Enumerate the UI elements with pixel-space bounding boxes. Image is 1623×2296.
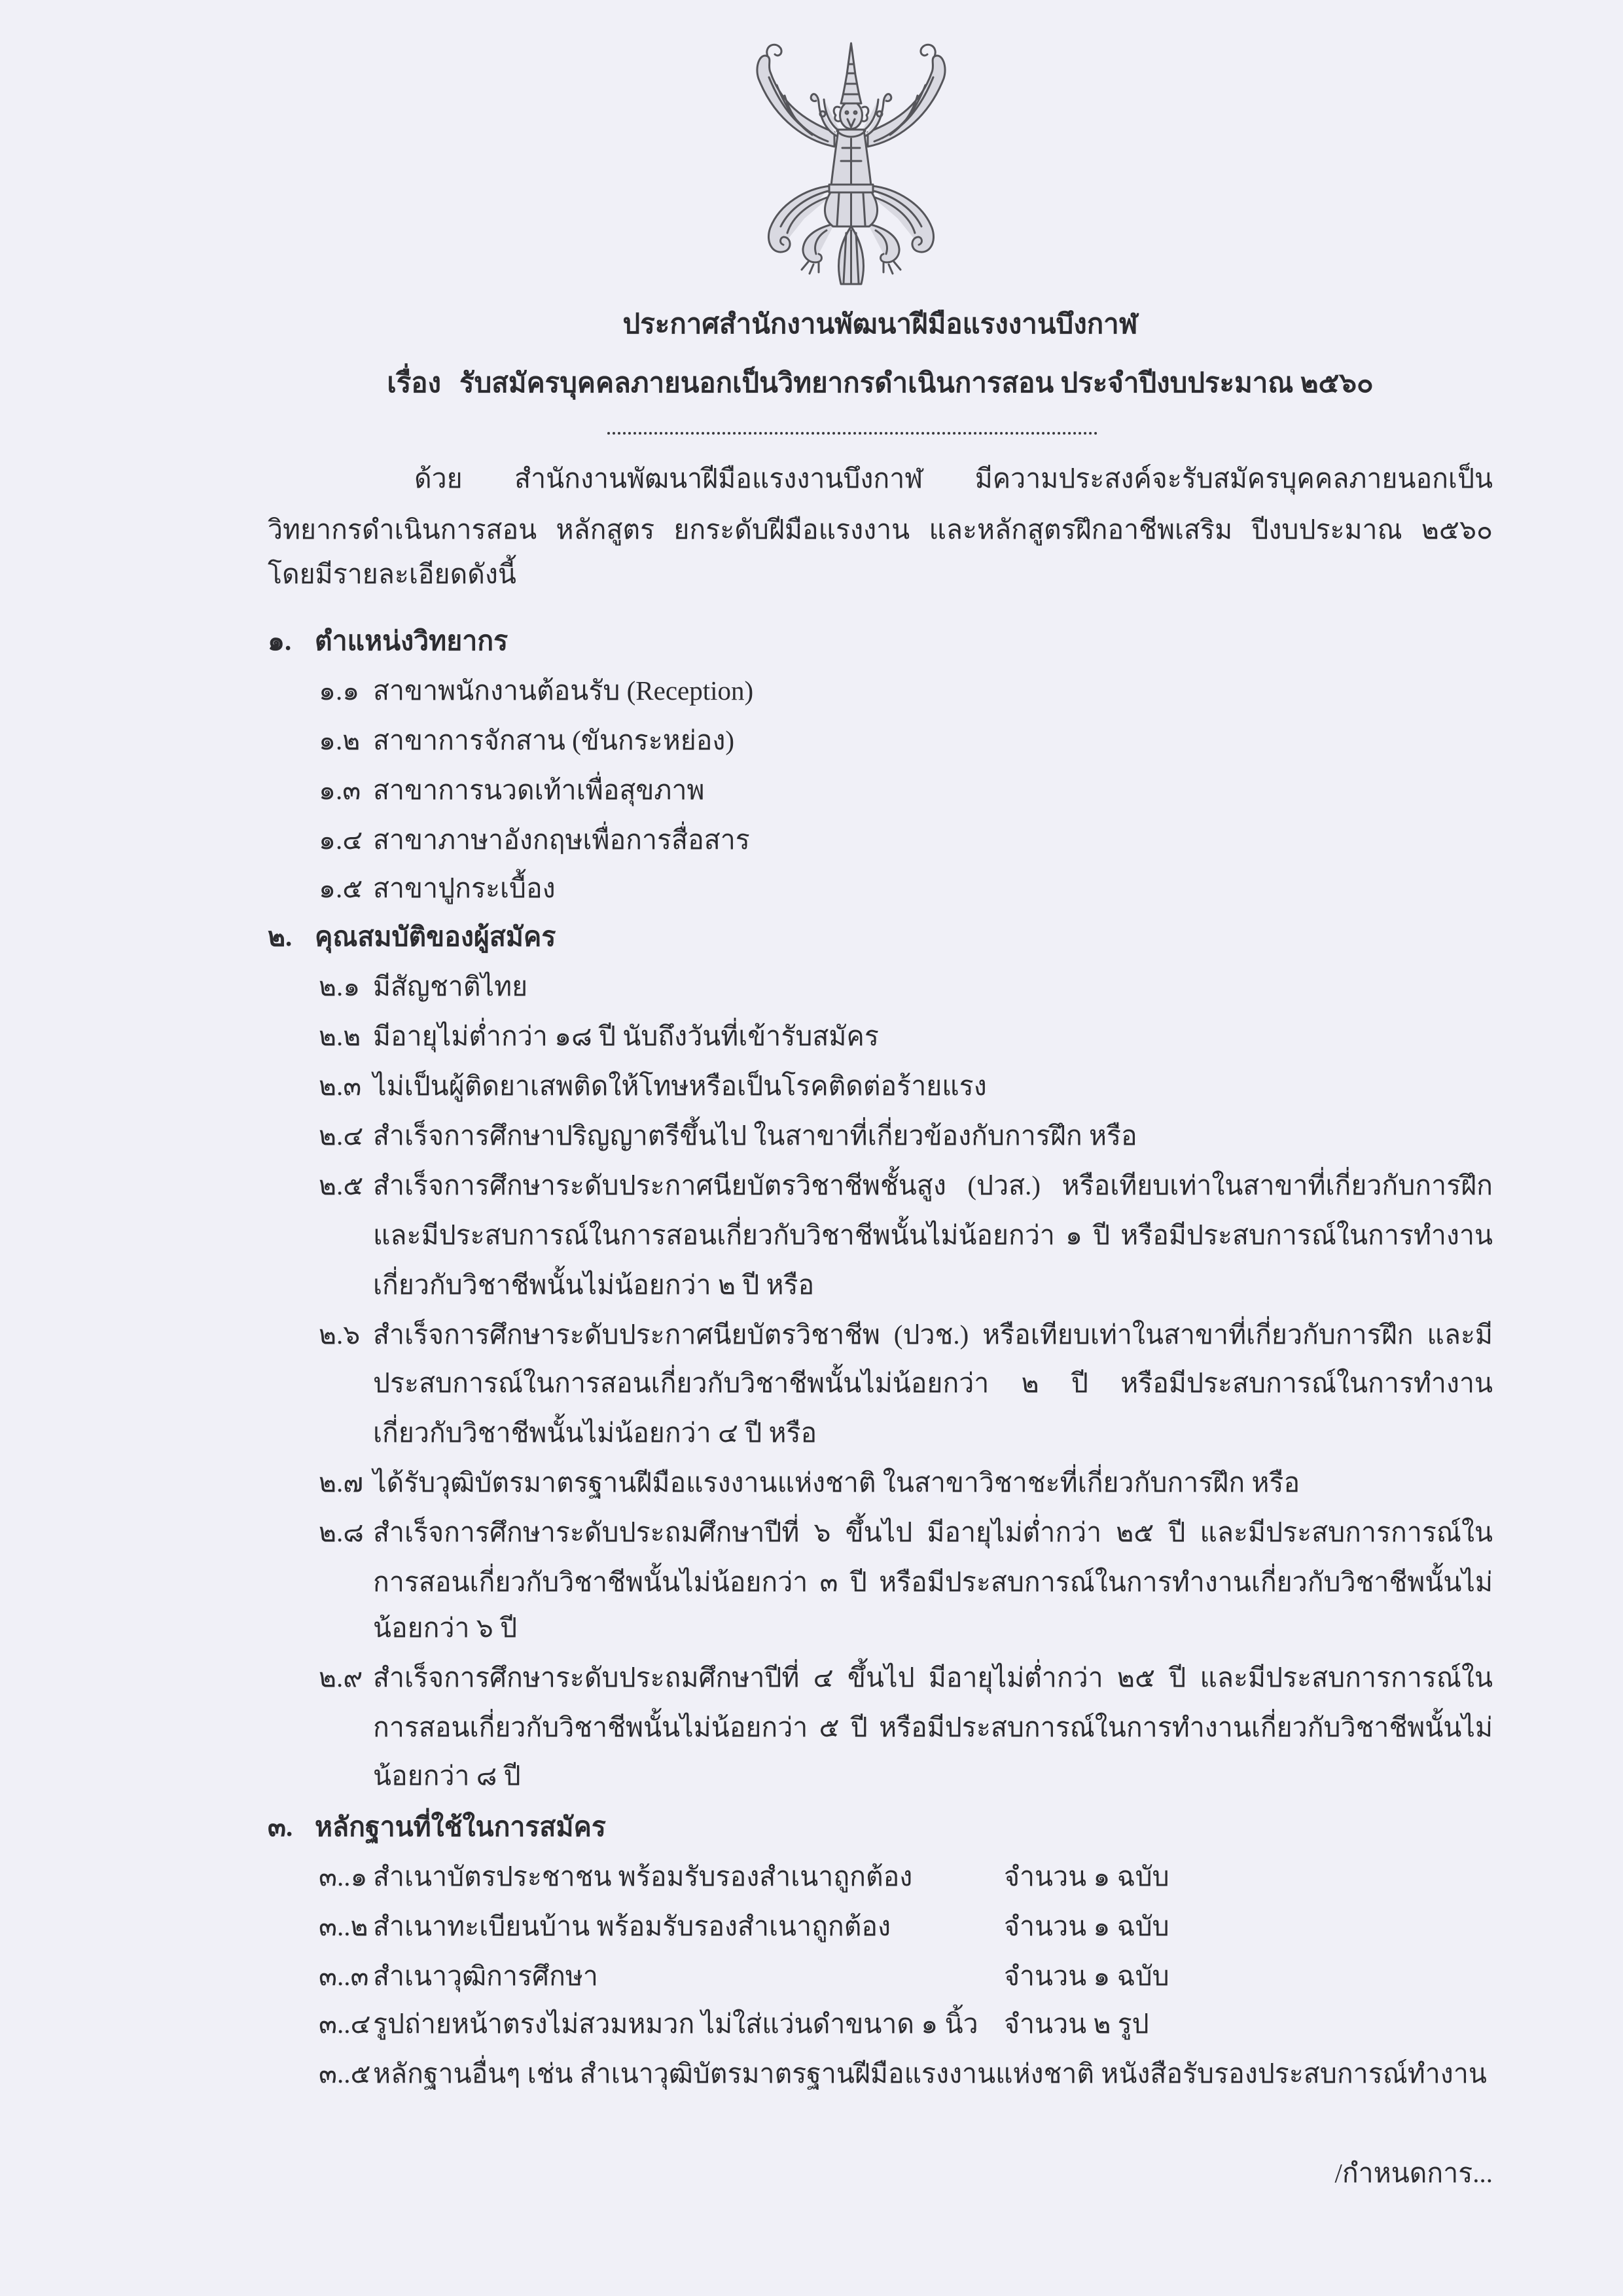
qualification-2-4-number: ๒.๔ bbox=[319, 1121, 364, 1151]
qualification-2-7-text: ได้รับวุฒิบัตรมาตรฐานฝีมือแรงงานแห่งชาติ ในสาขาวิชาชะที่เกี่ยวกับการฝึก หรือ bbox=[373, 1467, 1300, 1498]
qualification-2-9-line-1: สำเร็จการศึกษาระดับประถมศึกษาปีที่ ๔ ขึ้นไป มีอายุไม่ต่ำกว่า ๒๕ ปี และมีประสบการการณ์ใน bbox=[373, 1662, 1493, 1693]
evidence-3-5-text: หลักฐานอื่นๆ เช่น สำเนาวุฒิบัตรมาตรฐานฝีมือแรงงานแห่งชาติ หนังสือรับรองประสบการณ์ทำงาน bbox=[373, 2058, 1487, 2089]
subject-label: เรื่อง bbox=[387, 368, 442, 399]
qualification-2-8-line-1: สำเร็จการศึกษาระดับประถมศึกษาปีที่ ๖ ขึ้นไป มีอายุไม่ต่ำกว่า ๒๕ ปี และมีประสบการการณ์ใน bbox=[373, 1517, 1493, 1547]
qualification-2-5-line-3: เกี่ยวกับวิชาชีพนั้นไม่น้อยกว่า ๒ ปี หรือ bbox=[373, 1270, 815, 1300]
qualification-2-3-text: ไม่เป็นผู้ติดยาเสพติดให้โทษหรือเป็นโรคติดต่อร้ายแรง bbox=[373, 1071, 987, 1101]
page-continuation-note: /กำหนดการ... bbox=[1334, 2158, 1493, 2188]
qualification-2-6-line-2: ประสบการณ์ในการสอนเกี่ยวกับวิชาชีพนั้นไม่น้อยกว่า ๒ ปี หรือมีประสบการณ์ในการทำงาน bbox=[373, 1368, 1493, 1398]
qualification-2-6-number: ๒.๖ bbox=[319, 1319, 361, 1350]
qualification-2-6-line-3: เกี่ยวกับวิชาชีพนั้นไม่น้อยกว่า ๔ ปี หรือ bbox=[373, 1418, 817, 1448]
intro-line-3: โดยมีรายละเอียดดังนี้ bbox=[268, 559, 516, 589]
section-2-heading: คุณสมบัติของผู้สมัคร bbox=[315, 922, 556, 952]
qualification-2-5-line-1: สำเร็จการศึกษาระดับประกาศนียบัตรวิชาชีพชั้นสูง (ปวส.) หรือเทียบเท่าในสาขาที่เกี่ยวกับการฝึก bbox=[373, 1170, 1493, 1200]
emblem-center-figure bbox=[825, 43, 877, 284]
qualification-2-9-line-3: น้อยกว่า ๘ ปี bbox=[373, 1761, 521, 1791]
evidence-3-4-number: ๓..๔ bbox=[319, 2009, 371, 2039]
title-separator bbox=[607, 432, 1097, 435]
qualification-2-2-number: ๒.๒ bbox=[319, 1021, 361, 1051]
evidence-3-4-text: รูปถ่ายหน้าตรงไม่สวมหมวก ไม่ใส่แว่นดำขนาด ๑ นิ้ว bbox=[373, 2009, 978, 2039]
qualification-2-6-line-1: สำเร็จการศึกษาระดับประกาศนียบัตรวิชาชีพ (ปวช.) หรือเทียบเท่าในสาขาที่เกี่ยวกับการฝึก และมี bbox=[373, 1319, 1493, 1350]
emblem-right-half bbox=[861, 45, 945, 274]
evidence-3-2-quantity: จำนวน ๑ ฉบับ bbox=[1004, 1911, 1169, 1941]
document-subject-line bbox=[268, 359, 1493, 408]
garuda-emblem bbox=[724, 37, 978, 290]
qualification-2-7-number: ๒.๗ bbox=[319, 1467, 364, 1498]
evidence-3-2-number: ๓..๒ bbox=[319, 1911, 368, 1941]
qualification-2-1-text: มีสัญชาติไทย bbox=[373, 971, 528, 1001]
position-1-4-text: สาขาภาษาอังกฤษเพื่อการสื่อสาร bbox=[373, 825, 750, 855]
evidence-3-3-number: ๓..๓ bbox=[319, 1961, 369, 1991]
position-1-4-number: ๑.๔ bbox=[319, 825, 363, 855]
evidence-3-1-text: สำเนาบัตรประชาชน พร้อมรับรองสำเนาถูกต้อง bbox=[373, 1861, 913, 1892]
emblem-left-half bbox=[757, 45, 841, 274]
evidence-3-4-quantity: จำนวน ๒ รูป bbox=[1004, 2009, 1149, 2039]
position-1-2-text: สาขาการจักสาน (ขันกระหย่อง) bbox=[373, 725, 735, 755]
evidence-3-1-quantity: จำนวน ๑ ฉบับ bbox=[1004, 1861, 1169, 1892]
section-3-number: ๓. bbox=[268, 1812, 293, 1842]
section-3-heading: หลักฐานที่ใช้ในการสมัคร bbox=[315, 1812, 606, 1842]
qualification-2-8-line-3: น้อยกว่า ๖ ปี bbox=[373, 1613, 518, 1643]
evidence-3-2-text: สำเนาทะเบียนบ้าน พร้อมรับรองสำเนาถูกต้อง bbox=[373, 1911, 891, 1941]
position-1-5-number: ๑.๕ bbox=[319, 873, 363, 903]
section-1-number: ๑. bbox=[268, 626, 292, 656]
qualification-2-5-line-2: และมีประสบการณ์ในการสอนเกี่ยวกับวิชาชีพนั้นไม่น้อยกว่า ๑ ปี หรือมีประสบการณ์ในการทำงาน bbox=[373, 1220, 1493, 1250]
evidence-3-3-text: สำเนาวุฒิการศึกษา bbox=[373, 1961, 598, 1991]
evidence-3-1-number: ๓..๑ bbox=[319, 1861, 368, 1892]
evidence-3-5-number: ๓..๕ bbox=[319, 2058, 371, 2089]
qualification-2-9-number: ๒.๙ bbox=[319, 1662, 363, 1693]
position-1-3-text: สาขาการนวดเท้าเพื่อสุขภาพ bbox=[373, 775, 705, 805]
position-1-5-text: สาขาปูกระเบื้อง bbox=[373, 873, 556, 903]
intro-line-2: วิทยากรดำเนินการสอน หลักสูตร ยกระดับฝีมือแรงงาน และหลักสูตรฝึกอาชีพเสริม ปีงบประมาณ ๒๕๖๐ bbox=[268, 514, 1493, 545]
document-title: ประกาศสำนักงานพัฒนาฝีมือแรงงานบึงกาฬ bbox=[622, 310, 1138, 340]
section-1-heading: ตำแหน่งวิทยากร bbox=[315, 626, 508, 656]
evidence-3-3-quantity: จำนวน ๑ ฉบับ bbox=[1004, 1961, 1169, 1991]
position-1-2-number: ๑.๒ bbox=[319, 725, 361, 755]
qualification-2-1-number: ๒.๑ bbox=[319, 971, 361, 1001]
intro-line-1: ด้วย สำนักงานพัฒนาฝีมือแรงงานบึงกาฬ มีความประสงค์จะรับสมัครบุคคลภายนอกเป็น bbox=[414, 463, 1493, 493]
qualification-2-8-number: ๒.๘ bbox=[319, 1517, 364, 1547]
qualification-2-2-text: มีอายุไม่ต่ำกว่า ๑๘ ปี นับถึงวันที่เข้ารับสมัคร bbox=[373, 1021, 879, 1051]
position-1-3-number: ๑.๓ bbox=[319, 775, 361, 805]
document-subject: รับสมัครบุคคลภายนอกเป็นวิทยากรดำเนินการสอน ประจำปีงบประมาณ ๒๕๖๐ bbox=[459, 368, 1374, 399]
position-1-1-text: สาขาพนักงานต้อนรับ (Reception) bbox=[373, 675, 754, 706]
qualification-2-4-text: สำเร็จการศึกษาปริญญาตรีขึ้นไป ในสาขาที่เกี่ยวข้องกับการฝึก หรือ bbox=[373, 1121, 1137, 1151]
qualification-2-9-line-2: การสอนเกี่ยวกับวิชาชีพนั้นไม่น้อยกว่า ๕ ปี หรือมีประสบการณ์ในการทำงานเกี่ยวกับวิชาชีพนั้นไม่ bbox=[373, 1712, 1493, 1742]
position-1-1-number: ๑.๑ bbox=[319, 675, 360, 706]
section-2-number: ๒. bbox=[268, 922, 293, 952]
qualification-2-5-number: ๒.๕ bbox=[319, 1170, 364, 1200]
qualification-2-3-number: ๒.๓ bbox=[319, 1071, 362, 1101]
qualification-2-8-line-2: การสอนเกี่ยวกับวิชาชีพนั้นไม่น้อยกว่า ๓ ปี หรือมีประสบการณ์ในการทำงานเกี่ยวกับวิชาชีพนั้นไม่ bbox=[373, 1567, 1493, 1597]
